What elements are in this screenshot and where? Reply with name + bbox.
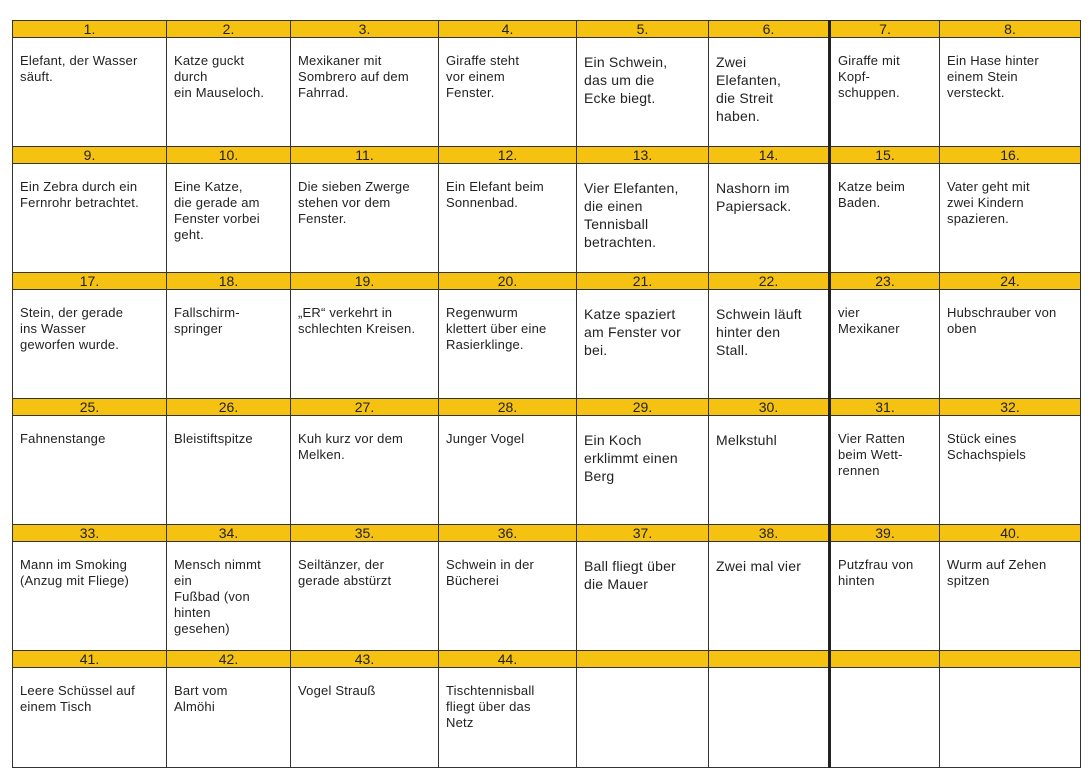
cell-number: 24. [940, 273, 1081, 290]
cell-number: 39. [830, 525, 940, 542]
cell-number: 36. [439, 525, 577, 542]
cell-number: 40. [940, 525, 1081, 542]
cell-number: 25. [13, 399, 167, 416]
cell-text: Elefant, der Wasser säuft. [13, 38, 167, 147]
cell-number: 35. [291, 525, 439, 542]
cell-number [577, 651, 709, 668]
text-row [13, 290, 1081, 399]
cell-number: 32. [940, 399, 1081, 416]
cell-number: 4. [439, 21, 577, 38]
cell-number: 13. [577, 147, 709, 164]
cell-text: Hubschrauber von oben [940, 290, 1081, 399]
cell-text: Wurm auf Zehen spitzen [940, 542, 1081, 651]
cell-text [940, 668, 1081, 768]
cell-number: 16. [940, 147, 1081, 164]
cell-number: 1. [13, 21, 167, 38]
cell-text: Regenwurm klettert über eine Rasierklinge. [439, 290, 577, 399]
cell-number: 38. [709, 525, 830, 542]
cell-text: Nashorn im Papiersack. [709, 164, 830, 273]
text-row [13, 668, 1081, 768]
cell-number: 27. [291, 399, 439, 416]
cell-text: Stein, der gerade ins Wasser geworfen wurde. [13, 290, 167, 399]
cell-number: 21. [577, 273, 709, 290]
cell-number: 17. [13, 273, 167, 290]
cell-number: 14. [709, 147, 830, 164]
cell-number: 10. [167, 147, 291, 164]
cell-text: Melkstuhl [709, 416, 830, 525]
cell-text: Mexikaner mit Sombrero auf dem Fahrrad. [291, 38, 439, 147]
cell-text: Bleistiftspitze [167, 416, 291, 525]
cell-number: 7. [830, 21, 940, 38]
cell-number [709, 651, 830, 668]
cell-text: Vier Elefanten, die einen Tennisball betrachten. [577, 164, 709, 273]
cell-number: 20. [439, 273, 577, 290]
cell-text: Katze guckt durch ein Mauseloch. [167, 38, 291, 147]
cell-text: Die sieben Zwerge stehen vor dem Fenster. [291, 164, 439, 273]
number-row [13, 525, 1081, 542]
cell-number: 29. [577, 399, 709, 416]
cell-text: Ein Zebra durch ein Fernrohr betrachtet. [13, 164, 167, 273]
cell-text: Fahnenstange [13, 416, 167, 525]
cell-number: 34. [167, 525, 291, 542]
cell-text: Fallschirm- springer [167, 290, 291, 399]
cell-text: Ball fliegt über die Mauer [577, 542, 709, 651]
cell-number: 3. [291, 21, 439, 38]
cell-text: Ein Elefant beim Sonnenbad. [439, 164, 577, 273]
cell-text: Stück eines Schachspiels [940, 416, 1081, 525]
cell-text: Junger Vogel [439, 416, 577, 525]
cell-number: 11. [291, 147, 439, 164]
cell-text: Zwei Elefanten, die Streit haben. [709, 38, 830, 147]
cell-number: 23. [830, 273, 940, 290]
cell-text [830, 668, 940, 768]
cell-number: 19. [291, 273, 439, 290]
cell-text [577, 668, 709, 768]
cell-number: 43. [291, 651, 439, 668]
text-row [13, 542, 1081, 651]
cell-text: Eine Katze, die gerade am Fenster vorbei geht. [167, 164, 291, 273]
cell-text: Tischtennisball fliegt über das Netz [439, 668, 577, 768]
cell-number: 18. [167, 273, 291, 290]
cell-text: Schwein läuft hinter den Stall. [709, 290, 830, 399]
cell-text [709, 668, 830, 768]
cell-text: Vier Ratten beim Wett- rennen [830, 416, 940, 525]
cell-text: Vogel Strauß [291, 668, 439, 768]
cell-number: 22. [709, 273, 830, 290]
cell-number: 33. [13, 525, 167, 542]
number-row [13, 273, 1081, 290]
cell-number: 30. [709, 399, 830, 416]
cell-text: Ein Schwein, das um die Ecke biegt. [577, 38, 709, 147]
cell-number: 26. [167, 399, 291, 416]
cell-number: 41. [13, 651, 167, 668]
cell-text: Ein Hase hinter einem Stein versteckt. [940, 38, 1081, 147]
cell-number: 15. [830, 147, 940, 164]
cell-number: 2. [167, 21, 291, 38]
cell-number: 12. [439, 147, 577, 164]
cell-number: 42. [167, 651, 291, 668]
cell-number: 9. [13, 147, 167, 164]
cell-number: 31. [830, 399, 940, 416]
text-row [13, 38, 1081, 147]
cell-text: Leere Schüssel auf einem Tisch [13, 668, 167, 768]
cell-text: Katze beim Baden. [830, 164, 940, 273]
cell-text: Giraffe steht vor einem Fenster. [439, 38, 577, 147]
cell-text: Ein Koch erklimmt einen Berg [577, 416, 709, 525]
cell-text: Giraffe mit Kopf- schuppen. [830, 38, 940, 147]
number-row [13, 21, 1081, 38]
number-row [13, 651, 1081, 668]
text-row [13, 416, 1081, 525]
cell-text: Seiltänzer, der gerade abstürzt [291, 542, 439, 651]
cell-text: Zwei mal vier [709, 542, 830, 651]
cell-number: 8. [940, 21, 1081, 38]
cell-text: Kuh kurz vor dem Melken. [291, 416, 439, 525]
cell-number: 37. [577, 525, 709, 542]
cell-text: Putzfrau von hinten [830, 542, 940, 651]
cell-text: Katze spaziert am Fenster vor bei. [577, 290, 709, 399]
cell-text: Vater geht mit zwei Kindern spazieren. [940, 164, 1081, 273]
cell-text: Bart vom Almöhi [167, 668, 291, 768]
cell-number: 6. [709, 21, 830, 38]
cell-text: „ER“ verkehrt in schlechten Kreisen. [291, 290, 439, 399]
number-row [13, 399, 1081, 416]
cell-text: Mensch nimmt ein Fußbad (von hinten gesehen) [167, 542, 291, 651]
cell-number [830, 651, 940, 668]
cell-number: 5. [577, 21, 709, 38]
cell-text: vier Mexikaner [830, 290, 940, 399]
riddle-grid [12, 20, 1081, 768]
text-row [13, 164, 1081, 273]
cell-number [940, 651, 1081, 668]
cell-text: Mann im Smoking (Anzug mit Fliege) [13, 542, 167, 651]
number-row [13, 147, 1081, 164]
cell-number: 44. [439, 651, 577, 668]
cell-text: Schwein in der Bücherei [439, 542, 577, 651]
cell-number: 28. [439, 399, 577, 416]
